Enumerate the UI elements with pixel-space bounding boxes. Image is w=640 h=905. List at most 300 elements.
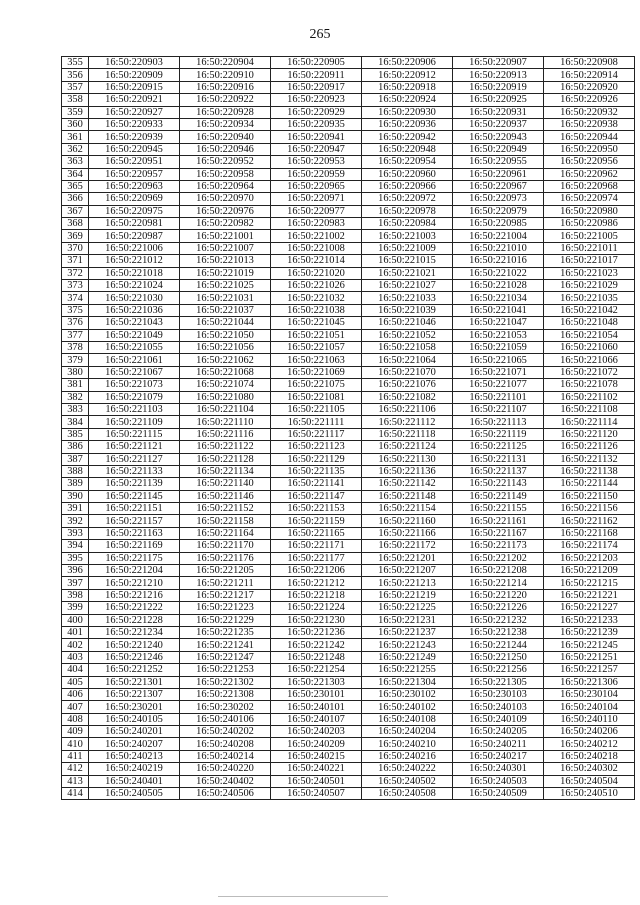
cadastral-number-cell: 16:50:221150 xyxy=(544,490,635,502)
cadastral-number-cell: 16:50:221056 xyxy=(180,341,271,353)
cadastral-number-cell: 16:50:221216 xyxy=(89,589,180,601)
cadastral-number-cell: 16:50:240212 xyxy=(544,738,635,750)
cadastral-number-cell: 16:50:221225 xyxy=(362,602,453,614)
cadastral-number-cell: 16:50:221248 xyxy=(271,651,362,663)
cadastral-number-cell: 16:50:221234 xyxy=(89,626,180,638)
cadastral-number-cell: 16:50:230102 xyxy=(362,688,453,700)
cadastral-number-cell: 16:50:221171 xyxy=(271,540,362,552)
cadastral-number-cell: 16:50:220910 xyxy=(180,69,271,81)
table-row xyxy=(62,94,635,106)
cadastral-number-cell: 16:50:221241 xyxy=(180,639,271,651)
cadastral-number-cell: 16:50:240108 xyxy=(362,713,453,725)
row-number-cell: 362 xyxy=(62,143,89,155)
table-row xyxy=(62,676,635,688)
cadastral-number-cell: 16:50:221071 xyxy=(453,366,544,378)
cadastral-number-cell: 16:50:221302 xyxy=(180,676,271,688)
row-number-cell: 375 xyxy=(62,304,89,316)
row-number-cell: 387 xyxy=(62,453,89,465)
row-number-cell: 402 xyxy=(62,639,89,651)
cadastral-number-cell: 16:50:221027 xyxy=(362,280,453,292)
cadastral-number-cell: 16:50:221203 xyxy=(544,552,635,564)
cadastral-number-cell: 16:50:240213 xyxy=(89,750,180,762)
cadastral-number-cell: 16:50:221041 xyxy=(453,304,544,316)
row-number-cell: 355 xyxy=(62,57,89,69)
cadastral-number-cell: 16:50:240509 xyxy=(453,788,544,800)
cadastral-number-cell: 16:50:220946 xyxy=(180,143,271,155)
row-number-cell: 380 xyxy=(62,366,89,378)
cadastral-number-cell: 16:50:221028 xyxy=(453,280,544,292)
cadastral-number-cell: 16:50:221069 xyxy=(271,366,362,378)
table-row xyxy=(62,515,635,527)
cadastral-number-cell: 16:50:220903 xyxy=(89,57,180,69)
cadastral-number-cell: 16:50:220957 xyxy=(89,168,180,180)
table-row xyxy=(62,267,635,279)
cadastral-number-cell: 16:50:221016 xyxy=(453,255,544,267)
cadastral-number-cell: 16:50:221161 xyxy=(453,515,544,527)
cadastral-number-cell: 16:50:221204 xyxy=(89,565,180,577)
cadastral-number-cell: 16:50:221058 xyxy=(362,341,453,353)
cadastral-number-cell: 16:50:240302 xyxy=(544,763,635,775)
cadastral-number-cell: 16:50:221060 xyxy=(544,341,635,353)
cadastral-number-cell: 16:50:221021 xyxy=(362,267,453,279)
table-row xyxy=(62,304,635,316)
cadastral-number-cell: 16:50:221076 xyxy=(362,379,453,391)
cadastral-number-cell: 16:50:220907 xyxy=(453,57,544,69)
cadastral-number-cell: 16:50:221213 xyxy=(362,577,453,589)
cadastral-number-cell: 16:50:221042 xyxy=(544,304,635,316)
row-number-cell: 364 xyxy=(62,168,89,180)
cadastral-number-cell: 16:50:221006 xyxy=(89,242,180,254)
cadastral-number-cell: 16:50:221127 xyxy=(89,453,180,465)
cadastral-number-cell: 16:50:240506 xyxy=(180,788,271,800)
cadastral-number-cell: 16:50:221111 xyxy=(271,416,362,428)
table-row xyxy=(62,218,635,230)
cadastral-number-cell: 16:50:220984 xyxy=(362,218,453,230)
table-row xyxy=(62,329,635,341)
cadastral-number-cell: 16:50:220925 xyxy=(453,94,544,106)
cadastral-number-cell: 16:50:221249 xyxy=(362,651,453,663)
cadastral-number-cell: 16:50:220933 xyxy=(89,118,180,130)
row-number-cell: 395 xyxy=(62,552,89,564)
table-row xyxy=(62,713,635,725)
table-row xyxy=(62,317,635,329)
cadastral-number-cell: 16:50:220942 xyxy=(362,131,453,143)
cadastral-number-cell: 16:50:221024 xyxy=(89,280,180,292)
cadastral-number-cell: 16:50:240103 xyxy=(453,701,544,713)
row-number-cell: 357 xyxy=(62,81,89,93)
row-number-cell: 409 xyxy=(62,726,89,738)
cadastral-number-cell: 16:50:220987 xyxy=(89,230,180,242)
cadastral-number-cell: 16:50:221138 xyxy=(544,465,635,477)
table-row xyxy=(62,69,635,81)
cadastral-number-cell: 16:50:221053 xyxy=(453,329,544,341)
cadastral-number-cell: 16:50:220959 xyxy=(271,168,362,180)
cadastral-number-cell: 16:50:240109 xyxy=(453,713,544,725)
table-row xyxy=(62,565,635,577)
cadastral-number-cell: 16:50:221236 xyxy=(271,626,362,638)
cadastral-number-cell: 16:50:220948 xyxy=(362,143,453,155)
cadastral-number-cell: 16:50:220922 xyxy=(180,94,271,106)
cadastral-number-cell: 16:50:221151 xyxy=(89,503,180,515)
cadastral-number-cell: 16:50:221220 xyxy=(453,589,544,601)
cadastral-number-cell: 16:50:221108 xyxy=(544,403,635,415)
cadastral-number-cell: 16:50:240217 xyxy=(453,750,544,762)
cadastral-number-cell: 16:50:220985 xyxy=(453,218,544,230)
cadastral-number-cell: 16:50:221035 xyxy=(544,292,635,304)
cadastral-number-cell: 16:50:221201 xyxy=(362,552,453,564)
table-row xyxy=(62,255,635,267)
table-row xyxy=(62,589,635,601)
cadastral-number-cell: 16:50:240101 xyxy=(271,701,362,713)
table-body xyxy=(62,57,635,800)
cadastral-number-cell: 16:50:220927 xyxy=(89,106,180,118)
cadastral-number-cell: 16:50:221017 xyxy=(544,255,635,267)
cadastral-number-cell: 16:50:221214 xyxy=(453,577,544,589)
cadastral-number-cell: 16:50:220958 xyxy=(180,168,271,180)
cadastral-number-cell: 16:50:221308 xyxy=(180,688,271,700)
cadastral-number-cell: 16:50:221045 xyxy=(271,317,362,329)
cadastral-number-cell: 16:50:221303 xyxy=(271,676,362,688)
cadastral-number-cell: 16:50:221122 xyxy=(180,441,271,453)
cadastral-number-cell: 16:50:240207 xyxy=(89,738,180,750)
cadastral-number-cell: 16:50:221146 xyxy=(180,490,271,502)
table-row xyxy=(62,230,635,242)
cadastral-number-cell: 16:50:240106 xyxy=(180,713,271,725)
cadastral-number-cell: 16:50:220936 xyxy=(362,118,453,130)
cadastral-number-cell: 16:50:220963 xyxy=(89,180,180,192)
table-row xyxy=(62,453,635,465)
cadastral-number-cell: 16:50:230104 xyxy=(544,688,635,700)
table-row xyxy=(62,156,635,168)
cadastral-number-cell: 16:50:221074 xyxy=(180,379,271,391)
cadastral-number-cell: 16:50:221245 xyxy=(544,639,635,651)
cadastral-number-cell: 16:50:230101 xyxy=(271,688,362,700)
cadastral-number-cell: 16:50:240211 xyxy=(453,738,544,750)
cadastral-number-cell: 16:50:240220 xyxy=(180,763,271,775)
cadastral-number-cell: 16:50:221238 xyxy=(453,626,544,638)
table-row xyxy=(62,651,635,663)
cadastral-number-cell: 16:50:221109 xyxy=(89,416,180,428)
cadastral-number-cell: 16:50:220924 xyxy=(362,94,453,106)
cadastral-number-cell: 16:50:220926 xyxy=(544,94,635,106)
cadastral-number-cell: 16:50:220934 xyxy=(180,118,271,130)
row-number-cell: 372 xyxy=(62,267,89,279)
cadastral-number-cell: 16:50:220967 xyxy=(453,180,544,192)
cadastral-number-cell: 16:50:221054 xyxy=(544,329,635,341)
row-number-cell: 374 xyxy=(62,292,89,304)
row-number-cell: 399 xyxy=(62,602,89,614)
cadastral-number-cell: 16:50:240503 xyxy=(453,775,544,787)
cadastral-number-cell: 16:50:221135 xyxy=(271,465,362,477)
cadastral-number-cell: 16:50:221049 xyxy=(89,329,180,341)
table-row xyxy=(62,292,635,304)
cadastral-number-cell: 16:50:221132 xyxy=(544,453,635,465)
cadastral-number-cell: 16:50:221002 xyxy=(271,230,362,242)
cadastral-number-cell: 16:50:240201 xyxy=(89,726,180,738)
page-number: 265 xyxy=(309,27,331,42)
row-number-cell: 383 xyxy=(62,403,89,415)
cadastral-number-cell: 16:50:221130 xyxy=(362,453,453,465)
table-row xyxy=(62,726,635,738)
row-number-cell: 384 xyxy=(62,416,89,428)
cadastral-number-cell: 16:50:221080 xyxy=(180,391,271,403)
cadastral-number-cell: 16:50:240402 xyxy=(180,775,271,787)
cadastral-number-cell: 16:50:240221 xyxy=(271,763,362,775)
cadastral-number-cell: 16:50:221007 xyxy=(180,242,271,254)
cadastral-number-cell: 16:50:220913 xyxy=(453,69,544,81)
cadastral-number-cell: 16:50:221153 xyxy=(271,503,362,515)
cadastral-number-cell: 16:50:221048 xyxy=(544,317,635,329)
cadastral-number-cell: 16:50:240203 xyxy=(271,726,362,738)
cadastral-number-cell: 16:50:240219 xyxy=(89,763,180,775)
cadastral-number-cell: 16:50:221104 xyxy=(180,403,271,415)
cadastral-number-cell: 16:50:220952 xyxy=(180,156,271,168)
cadastral-number-cell: 16:50:221125 xyxy=(453,441,544,453)
row-number-cell: 369 xyxy=(62,230,89,242)
cadastral-number-cell: 16:50:220978 xyxy=(362,205,453,217)
cadastral-number-cell: 16:50:221019 xyxy=(180,267,271,279)
cadastral-number-cell: 16:50:221079 xyxy=(89,391,180,403)
table-row xyxy=(62,503,635,515)
cadastral-number-cell: 16:50:221217 xyxy=(180,589,271,601)
cadastral-number-cell: 16:50:221063 xyxy=(271,354,362,366)
cadastral-number-cell: 16:50:220970 xyxy=(180,193,271,205)
cadastral-number-cell: 16:50:220909 xyxy=(89,69,180,81)
cadastral-number-cell: 16:50:221148 xyxy=(362,490,453,502)
cadastral-number-cell: 16:50:221038 xyxy=(271,304,362,316)
cadastral-number-cell: 16:50:221231 xyxy=(362,614,453,626)
cadastral-number-cell: 16:50:221061 xyxy=(89,354,180,366)
cadastral-number-cell: 16:50:221008 xyxy=(271,242,362,254)
cadastral-number-cell: 16:50:221033 xyxy=(362,292,453,304)
cadastral-number-cell: 16:50:221037 xyxy=(180,304,271,316)
cadastral-number-cell: 16:50:221250 xyxy=(453,651,544,663)
cadastral-number-cell: 16:50:221172 xyxy=(362,540,453,552)
cadastral-number-cell: 16:50:221081 xyxy=(271,391,362,403)
cadastral-number-cell: 16:50:221030 xyxy=(89,292,180,304)
cadastral-number-cell: 16:50:221018 xyxy=(89,267,180,279)
cadastral-number-cell: 16:50:220941 xyxy=(271,131,362,143)
cadastral-number-cell: 16:50:221119 xyxy=(453,428,544,440)
cadastral-number-cell: 16:50:221145 xyxy=(89,490,180,502)
cadastral-number-cell: 16:50:221029 xyxy=(544,280,635,292)
cadastral-number-cell: 16:50:240206 xyxy=(544,726,635,738)
cadastral-number-cell: 16:50:240216 xyxy=(362,750,453,762)
row-number-cell: 363 xyxy=(62,156,89,168)
cadastral-number-cell: 16:50:221247 xyxy=(180,651,271,663)
table-row xyxy=(62,379,635,391)
cadastral-number-cell: 16:50:240502 xyxy=(362,775,453,787)
row-number-cell: 389 xyxy=(62,478,89,490)
cadastral-number-cell: 16:50:221305 xyxy=(453,676,544,688)
cadastral-number-cell: 16:50:240204 xyxy=(362,726,453,738)
cadastral-number-cell: 16:50:221230 xyxy=(271,614,362,626)
cadastral-number-cell: 16:50:221155 xyxy=(453,503,544,515)
cadastral-number-cell: 16:50:240104 xyxy=(544,701,635,713)
row-number-cell: 365 xyxy=(62,180,89,192)
cadastral-number-cell: 16:50:221133 xyxy=(89,465,180,477)
cadastral-number-cell: 16:50:221009 xyxy=(362,242,453,254)
row-number-cell: 361 xyxy=(62,131,89,143)
cadastral-number-cell: 16:50:220932 xyxy=(544,106,635,118)
cadastral-number-cell: 16:50:220945 xyxy=(89,143,180,155)
cadastral-number-cell: 16:50:221159 xyxy=(271,515,362,527)
cadastral-number-cell: 16:50:240105 xyxy=(89,713,180,725)
cadastral-number-cell: 16:50:220972 xyxy=(362,193,453,205)
row-number-cell: 403 xyxy=(62,651,89,663)
cadastral-number-cell: 16:50:240222 xyxy=(362,763,453,775)
cadastral-number-cell: 16:50:240210 xyxy=(362,738,453,750)
cadastral-number-cell: 16:50:221222 xyxy=(89,602,180,614)
table-row xyxy=(62,81,635,93)
cadastral-number-cell: 16:50:220904 xyxy=(180,57,271,69)
cadastral-number-table xyxy=(61,56,635,800)
row-number-cell: 400 xyxy=(62,614,89,626)
cadastral-number-cell: 16:50:221149 xyxy=(453,490,544,502)
row-number-cell: 376 xyxy=(62,317,89,329)
cadastral-number-cell: 16:50:221057 xyxy=(271,341,362,353)
cadastral-number-cell: 16:50:220929 xyxy=(271,106,362,118)
cadastral-number-cell: 16:50:220911 xyxy=(271,69,362,81)
cadastral-number-cell: 16:50:221123 xyxy=(271,441,362,453)
cadastral-number-cell: 16:50:221173 xyxy=(453,540,544,552)
row-number-cell: 368 xyxy=(62,218,89,230)
cadastral-number-cell: 16:50:221207 xyxy=(362,565,453,577)
cadastral-number-cell: 16:50:221219 xyxy=(362,589,453,601)
cadastral-number-cell: 16:50:221014 xyxy=(271,255,362,267)
cadastral-number-cell: 16:50:221072 xyxy=(544,366,635,378)
cadastral-number-cell: 16:50:221212 xyxy=(271,577,362,589)
cadastral-number-cell: 16:50:220943 xyxy=(453,131,544,143)
table-row xyxy=(62,354,635,366)
cadastral-number-cell: 16:50:220980 xyxy=(544,205,635,217)
cadastral-number-cell: 16:50:221255 xyxy=(362,664,453,676)
table-row xyxy=(62,341,635,353)
row-number-cell: 390 xyxy=(62,490,89,502)
cadastral-number-cell: 16:50:221158 xyxy=(180,515,271,527)
cadastral-number-cell: 16:50:221059 xyxy=(453,341,544,353)
cadastral-number-cell: 16:50:221256 xyxy=(453,664,544,676)
table-row xyxy=(62,614,635,626)
row-number-cell: 356 xyxy=(62,69,89,81)
cadastral-number-cell: 16:50:240102 xyxy=(362,701,453,713)
cadastral-number-cell: 16:50:221131 xyxy=(453,453,544,465)
cadastral-number-cell: 16:50:221156 xyxy=(544,503,635,515)
cadastral-number-cell: 16:50:240215 xyxy=(271,750,362,762)
cadastral-number-cell: 16:50:220949 xyxy=(453,143,544,155)
cadastral-number-cell: 16:50:220919 xyxy=(453,81,544,93)
cadastral-number-cell: 16:50:240507 xyxy=(271,788,362,800)
cadastral-number-cell: 16:50:221254 xyxy=(271,664,362,676)
cadastral-number-cell: 16:50:221003 xyxy=(362,230,453,242)
cadastral-number-cell: 16:50:221301 xyxy=(89,676,180,688)
row-number-cell: 401 xyxy=(62,626,89,638)
cadastral-number-cell: 16:50:221252 xyxy=(89,664,180,676)
cadastral-number-cell: 16:50:221253 xyxy=(180,664,271,676)
cadastral-number-cell: 16:50:221164 xyxy=(180,527,271,539)
cadastral-number-cell: 16:50:221034 xyxy=(453,292,544,304)
row-number-cell: 404 xyxy=(62,664,89,676)
cadastral-number-cell: 16:50:221210 xyxy=(89,577,180,589)
cadastral-number-cell: 16:50:220938 xyxy=(544,118,635,130)
cadastral-number-cell: 16:50:220935 xyxy=(271,118,362,130)
cadastral-number-cell: 16:50:220961 xyxy=(453,168,544,180)
table-row xyxy=(62,465,635,477)
cadastral-number-cell: 16:50:221251 xyxy=(544,651,635,663)
cadastral-number-cell: 16:50:221167 xyxy=(453,527,544,539)
cadastral-number-cell: 16:50:220983 xyxy=(271,218,362,230)
cadastral-number-cell: 16:50:220977 xyxy=(271,205,362,217)
cadastral-number-cell: 16:50:221140 xyxy=(180,478,271,490)
table-row xyxy=(62,143,635,155)
cadastral-number-cell: 16:50:221128 xyxy=(180,453,271,465)
cadastral-number-cell: 16:50:230201 xyxy=(89,701,180,713)
cadastral-number-cell: 16:50:240508 xyxy=(362,788,453,800)
table-row xyxy=(62,478,635,490)
cadastral-number-cell: 16:50:221176 xyxy=(180,552,271,564)
cadastral-number-cell: 16:50:221177 xyxy=(271,552,362,564)
cadastral-number-cell: 16:50:221257 xyxy=(544,664,635,676)
cadastral-number-cell: 16:50:221082 xyxy=(362,391,453,403)
table-row xyxy=(62,280,635,292)
cadastral-number-cell: 16:50:220912 xyxy=(362,69,453,81)
cadastral-number-cell: 16:50:220918 xyxy=(362,81,453,93)
cadastral-number-cell: 16:50:221105 xyxy=(271,403,362,415)
cadastral-number-cell: 16:50:240208 xyxy=(180,738,271,750)
row-number-cell: 407 xyxy=(62,701,89,713)
cadastral-number-cell: 16:50:220928 xyxy=(180,106,271,118)
cadastral-number-cell: 16:50:221139 xyxy=(89,478,180,490)
cadastral-number-cell: 16:50:221023 xyxy=(544,267,635,279)
cadastral-number-cell: 16:50:221124 xyxy=(362,441,453,453)
table-row xyxy=(62,180,635,192)
cadastral-number-cell: 16:50:221233 xyxy=(544,614,635,626)
table-row xyxy=(62,775,635,787)
cadastral-number-cell: 16:50:220982 xyxy=(180,218,271,230)
cadastral-number-cell: 16:50:220940 xyxy=(180,131,271,143)
cadastral-number-cell: 16:50:221121 xyxy=(89,441,180,453)
cadastral-number-cell: 16:50:220947 xyxy=(271,143,362,155)
table-row xyxy=(62,416,635,428)
cadastral-number-cell: 16:50:221004 xyxy=(453,230,544,242)
cadastral-number-cell: 16:50:220979 xyxy=(453,205,544,217)
cadastral-number-cell: 16:50:220973 xyxy=(453,193,544,205)
cadastral-number-cell: 16:50:240218 xyxy=(544,750,635,762)
cadastral-number-cell: 16:50:221218 xyxy=(271,589,362,601)
table-row xyxy=(62,366,635,378)
cadastral-number-cell: 16:50:221136 xyxy=(362,465,453,477)
cadastral-number-cell: 16:50:221229 xyxy=(180,614,271,626)
cadastral-number-cell: 16:50:240107 xyxy=(271,713,362,725)
cadastral-number-cell: 16:50:220951 xyxy=(89,156,180,168)
cadastral-number-cell: 16:50:221103 xyxy=(89,403,180,415)
row-number-cell: 408 xyxy=(62,713,89,725)
cadastral-number-cell: 16:50:220962 xyxy=(544,168,635,180)
row-number-cell: 386 xyxy=(62,441,89,453)
cadastral-number-cell: 16:50:221107 xyxy=(453,403,544,415)
row-number-cell: 382 xyxy=(62,391,89,403)
table-row xyxy=(62,664,635,676)
table-row xyxy=(62,57,635,69)
table-row xyxy=(62,540,635,552)
cadastral-number-cell: 16:50:221129 xyxy=(271,453,362,465)
cadastral-number-cell: 16:50:221032 xyxy=(271,292,362,304)
table-row xyxy=(62,639,635,651)
cadastral-number-cell: 16:50:221215 xyxy=(544,577,635,589)
cadastral-number-cell: 16:50:221202 xyxy=(453,552,544,564)
row-number-cell: 406 xyxy=(62,688,89,700)
cadastral-number-cell: 16:50:221075 xyxy=(271,379,362,391)
